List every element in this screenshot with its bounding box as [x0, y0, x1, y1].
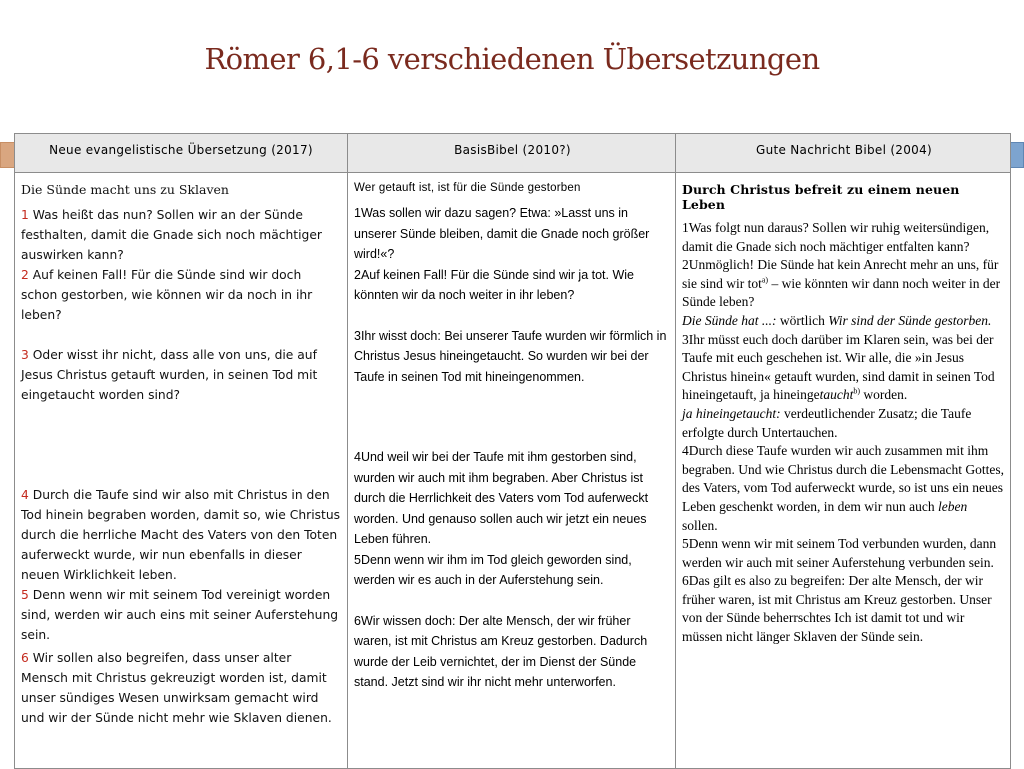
- verse-text: 3Ihr müsst euch doch darüber im Klaren sein, was bei der Taufe mit euch geschehen ist. Wir alle, die »in Jesus Christus hinein« getauft wurden, sind damit in seinen Tod hineingetauft, ja hineinge: [682, 331, 995, 403]
- column-basis: [348, 173, 676, 769]
- verse-number: 6: [21, 651, 29, 665]
- column-header-gute: Gute Nachricht Bibel (2004): [676, 134, 1011, 173]
- verse-number: 2: [21, 268, 29, 282]
- verse-6: 6Wir wissen doch: Der alte Mensch, der wir früher waren, ist mit Christus am Kreuz gestorben. Dadurch wurde der Leib vernichtet, der im Dienst der Sünde stand. Jetzt sind wir ihr nicht mehr unterworfen.: [354, 613, 648, 689]
- column-header-basis: BasisBibel (2010?): [348, 134, 676, 173]
- verse-3: [21, 345, 341, 405]
- verse-2: 2Auf keinen Fall! Für die Sünde sind wir ja tot. Wie könnten wir da noch weiter in ihr leben?: [354, 267, 634, 302]
- verse-number: 1: [21, 208, 29, 222]
- verse-5: [21, 585, 341, 645]
- column-header-neue: Neue evangelistische Übersetzung (2017): [15, 134, 348, 173]
- verse-1: 1Was sollen wir dazu sagen? Etwa: »Lasst uns in unserer Sünde bleiben, damit die Gnade noch größer wird!«?: [354, 206, 650, 261]
- verse-text: Durch die Taufe sind wir also mit Christus in den Tod hinein begraben worden, damit so, wie Christus durch die herrliche Macht des Vaters von den Toten auferweckt wurde, wir nun ebenfalls in dieser neuen Wirklichkeit leben.: [21, 488, 341, 582]
- footnote-quote: Wir sind der Sünde gestorben.: [828, 312, 992, 328]
- table-body-row: [15, 173, 1011, 769]
- verse-6: [21, 648, 341, 728]
- section-heading: Die Sünde macht uns zu Sklaven: [21, 182, 229, 197]
- footnote-b: [682, 405, 1006, 442]
- verse-text-cont: – wie könnten wir dann noch weiter in der Sünde leben?: [682, 275, 1001, 310]
- verse-number: 5: [21, 588, 29, 602]
- verse-6: 6Das gilt es also zu begreifen: Der alte Mensch, der wir früher waren, ist mit Christus am Kreuz gestorben. Unser von der Sünde beherrschtes Ich ist damit tot und wir müssen nicht länger Sklaven der Sünde sein.: [682, 573, 992, 645]
- footnote-term: Die Sünde hat ...:: [682, 312, 777, 328]
- translation-comparison-table: [14, 133, 1011, 769]
- verse-1: [21, 205, 341, 265]
- verse-number: 3: [21, 348, 29, 362]
- verse-italic: leben: [938, 498, 968, 514]
- verse-2: [21, 265, 341, 325]
- section-heading: Wer getauft ist, ist für die Sünde gestorben: [354, 182, 581, 194]
- verse-text: Auf keinen Fall! Für die Sünde sind wir doch schon gestorben, wie können wir da noch in ihr leben?: [21, 268, 313, 322]
- verse-4: 4Und weil wir bei der Taufe mit ihm gestorben sind, wurden wir auch mit ihm begraben. Aber Christus ist durch die Herrlichkeit des Vaters vom Tod auferweckt worden. Und genauso sollen auch wir jetzt ein neues Leben führen.: [354, 450, 649, 546]
- verse-5: 5Denn wenn wir mit seinem Tod verbunden wurden, dann werden wir auch mit seiner Auferstehung verbunden sein.: [682, 536, 997, 570]
- footnote-a: [682, 312, 1006, 331]
- verse-4: [682, 442, 1006, 535]
- verse-text: 2Unmöglich! Die Sünde hat kein Anrecht mehr an uns, für sie sind wir tot: [682, 257, 999, 291]
- column-gute: [676, 173, 1011, 769]
- section-heading: Durch Christus befreit zu einem neuen Leben: [682, 182, 960, 212]
- verse-text-cont: sollen.: [682, 517, 718, 533]
- verse-number: 4: [21, 488, 29, 502]
- verse-3: [682, 331, 1006, 405]
- footnote-marker: b): [853, 386, 860, 396]
- verse-text-cont: worden.: [860, 387, 908, 403]
- verse-italic: taucht: [819, 387, 854, 403]
- verse-text: 4Durch diese Taufe wurden wir auch zusammen mit ihm begraben. Und wie Christus durch die Lebensmacht Gottes, des Vaters, vom Tod auferweckt wurde, so ist uns ein neues Leben geschenkt worden, in dem wir nun auch: [682, 443, 1005, 514]
- verse-text: Wir sollen also begreifen, dass unser alter Mensch mit Christus gekreuzigt worden ist, damit unser sündiges Wesen unwirksam gemacht wird und wir der Sünde nicht mehr wie Sklaven dienen.: [21, 651, 332, 725]
- column-neue: [15, 173, 348, 769]
- footnote-text: wörtlich: [776, 312, 829, 328]
- verse-4: [21, 485, 341, 585]
- footnote-text: verdeutlichender Zusatz; die Taufe erfolgte durch Untertauchen.: [682, 405, 972, 440]
- verse-2: [682, 256, 1006, 312]
- verse-text: Oder wisst ihr nicht, dass alle von uns, die auf Jesus Christus getauft wurden, in seinen Tod mit eingetaucht worden sind?: [21, 348, 318, 402]
- slide-title: Römer 6,1-6 verschiedenen Übersetzungen: [204, 42, 820, 76]
- verse-3: 3Ihr wisst doch: Bei unserer Taufe wurden wir förmlich in Christus Jesus hineingetaucht. So wurden wir bei der Taufe in seinen Tod mit hineingenommen.: [354, 328, 667, 384]
- footnote-marker: a): [761, 275, 769, 285]
- verse-1: 1Was folgt nun daraus? Sollen wir ruhig weitersündigen, damit die Gnade sich noch mächtiger entfalten kann?: [682, 220, 990, 254]
- decorative-marker-right: [1010, 142, 1024, 168]
- table-header-row: [15, 134, 1011, 173]
- verse-text: Denn wenn wir mit seinem Tod vereinigt worden sind, werden wir auch eins mit seiner Auferstehung sein.: [21, 588, 339, 642]
- verse-text: Was heißt das nun? Sollen wir an der Sünde festhalten, damit die Gnade sich noch mächtiger auswirken kann?: [21, 208, 322, 262]
- verse-5: 5Denn wenn wir ihm im Tod gleich geworden sind, werden wir es auch in der Auferstehung sein.: [354, 552, 632, 587]
- footnote-term: ja hineingetaucht:: [682, 405, 781, 421]
